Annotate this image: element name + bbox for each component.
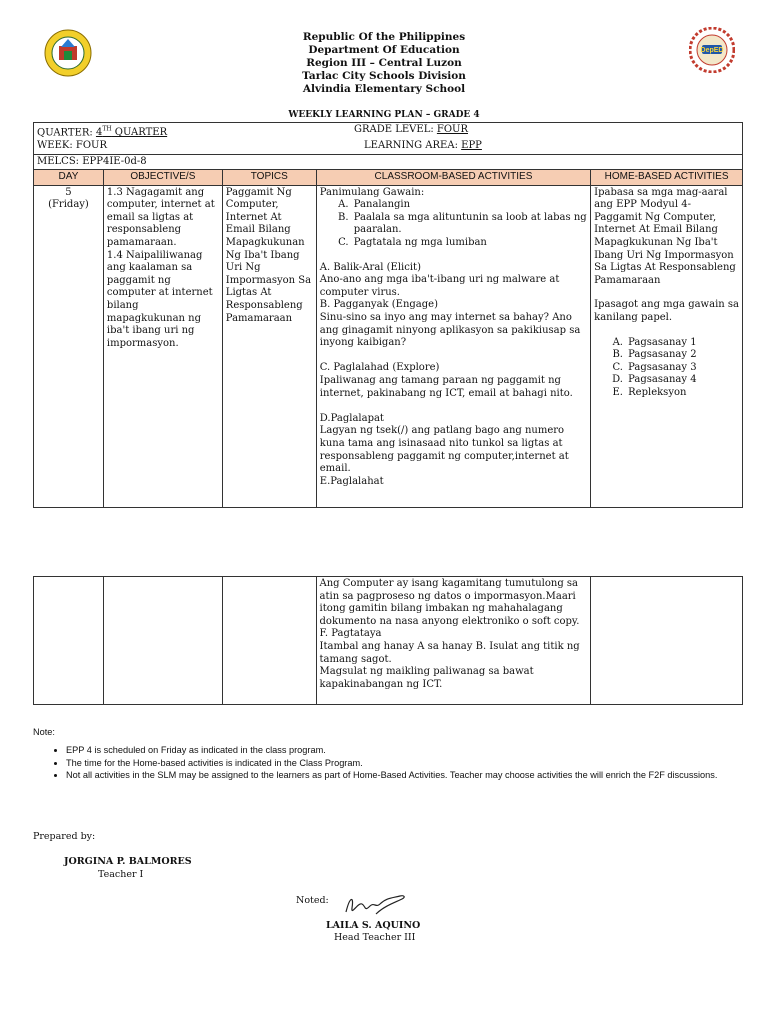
classroom-intro: Panimulang Gawain: (319, 186, 425, 198)
noter-name: LAILA S. AQUINO (326, 920, 421, 931)
list-item: A. Pagsasanay 1 (626, 337, 739, 350)
plan-title: WEEKLY LEARNING PLAN – GRADE 4 (288, 110, 480, 120)
objectives-cell: 1.3 Nagagamit ang computer, internet at email sa ligtas at responsableng pamamaraan. 1.4 Naipaliliwanag ang kaalaman sa paggamit ng computer at internet bilang mapagkukunan ng iba't ibang uri ng impormasyon. (103, 185, 222, 507)
list-item: C. Pagtatala ng mga lumiban (352, 237, 587, 250)
list-item: • EPP 4 is scheduled on Friday as indicated in the class program. (66, 744, 733, 756)
plan-table (33, 122, 743, 508)
noter-title: Head Teacher III (334, 932, 416, 943)
home-intro: Ipabasa sa mga mag-aaral ang EPP Modyul 4- Paggamit Ng Computer, Internet At Email Bilang Mapagkukunan Ng Iba't Ibang Uri Ng Impormasyon Sa Ligtas At Responsableng Pamamaraan (594, 186, 736, 286)
empty-cell (103, 577, 222, 705)
classroom-cell (316, 185, 590, 507)
quarter-label: QUARTER: (37, 127, 96, 139)
preparer-name: JORGINA P. BALMORES (64, 856, 192, 867)
home-list (594, 337, 739, 400)
week-field: WEEK: FOUR (37, 139, 107, 151)
learning-area-value: EPP (461, 139, 482, 151)
column-header-row (34, 170, 743, 186)
prepared-label: Prepared by: (33, 831, 96, 842)
empty-cell (222, 577, 316, 705)
home-cell (591, 185, 743, 507)
signature-scribble-icon (340, 890, 410, 920)
empty-cell (34, 577, 104, 705)
grade-value: FOUR (436, 124, 468, 135)
day-cell: 5 (Friday) (34, 185, 104, 507)
list-item: B. Pagsasanay 2 (626, 349, 739, 362)
header-line-school: Alvindia Elementary School (302, 83, 466, 95)
col-header-objectives: OBJECTIVE/S (103, 170, 222, 186)
header-line-division: Tarlac City Schools Division (302, 70, 466, 82)
empty-cell (591, 577, 743, 705)
list-item: D. Pagsasanay 4 (626, 374, 739, 387)
noted-label: Noted: (296, 895, 329, 906)
table-row (34, 577, 743, 705)
classroom-list (320, 199, 587, 249)
list-item: • The time for the Home-based activities is indicated in the Class Program. (66, 757, 733, 769)
header-line-republic: Republic Of the Philippines (302, 31, 466, 43)
home-task: Ipasagot ang mga gawain sa kanilang papel. (594, 299, 739, 324)
meta-row-melcs (34, 154, 743, 170)
learning-area-label: LEARNING AREA: (364, 139, 462, 151)
notes-list (33, 744, 733, 781)
grade-level-field (354, 124, 468, 140)
header-line-region: Region III – Central Luzon (306, 57, 462, 69)
continuation-table (33, 576, 743, 705)
quarter-field (37, 124, 354, 140)
meta-row-quarter (34, 123, 743, 140)
topics-cell: Paggamit Ng Computer, Internet At Email Bilang Mapagkukunan Ng Iba't Ibang Uri Ng Impormasyon Sa Ligtas At Responsableng Pamamaraan (222, 185, 316, 507)
classroom-continuation-cell: Ang Computer ay isang kagamitang tumutulong sa atin sa pagproseso ng datos o impormasyon.Maari itong gamitin bilang imbakan ng mahahalagang dokumento na nasa anyong elektroniko o soft copy. F. Pagtataya Itambal ang hanay A sa hanay B. Isulat ang titik ng tamang sagot. Magsulat ng maikling paliwanag sa bawat kapakinabangan ng ICT. (316, 577, 591, 705)
meta-row-week (34, 140, 743, 154)
col-header-topics: TOPICS (222, 170, 316, 186)
col-header-day: DAY (34, 170, 104, 186)
col-header-home: HOME-BASED ACTIVITIES (591, 170, 743, 186)
notes-section (33, 726, 733, 781)
header-line-department: Department Of Education (308, 44, 460, 56)
preparer-title: Teacher I (98, 869, 144, 880)
quarter-value: 4TH QUARTER (95, 126, 168, 139)
svg-text:DepED: DepED (700, 47, 724, 54)
learning-area-field (364, 140, 482, 153)
list-item: C. Pagsasanay 3 (626, 362, 739, 375)
list-item: A. Panalangin (352, 199, 587, 212)
classroom-body: A. Balik-Aral (Elicit) Ano-ano ang mga iba't-ibang uri ng malware at computer virus. B. Pagganyak (Engage) Sinu-sino sa inyo ang may internet sa bahay? Ano ang ginagamit ninyong aplikasyon sa pakikiusap sa inyong kaibigan? C. Paglalahad (Explore) Ipaliwanag ang tamang paraan ng paggamit ng internet, pakinabang ng ICT, email at bahagi nito. D.Paglalapat Lagyan ng tsek(/) ang patlang bago ang numero kuna tama ang isinasaad nito tunkol sa ligtas at responsableng paggamit ng computer,internet at email. E.Paglalahat (319, 261, 581, 487)
melcs-code: MELCS: EPP4IE-0d-8 (34, 154, 743, 170)
notes-label: Note: (33, 727, 55, 737)
col-header-classroom: CLASSROOM-BASED ACTIVITIES (316, 170, 590, 186)
school-header (0, 31, 768, 96)
list-item: B. Paalala sa mga alituntunin sa loob at labas ng paaralan. (352, 212, 587, 237)
list-item: E. Repleksyon (626, 387, 739, 400)
grade-label: GRADE LEVEL: (354, 124, 437, 135)
table-row (34, 185, 743, 507)
list-item: • Not all activities in the SLM may be assigned to the learners as part of Home-Based Activities. Teacher may choose activities the will enrich the F2F discussions. (66, 769, 733, 781)
